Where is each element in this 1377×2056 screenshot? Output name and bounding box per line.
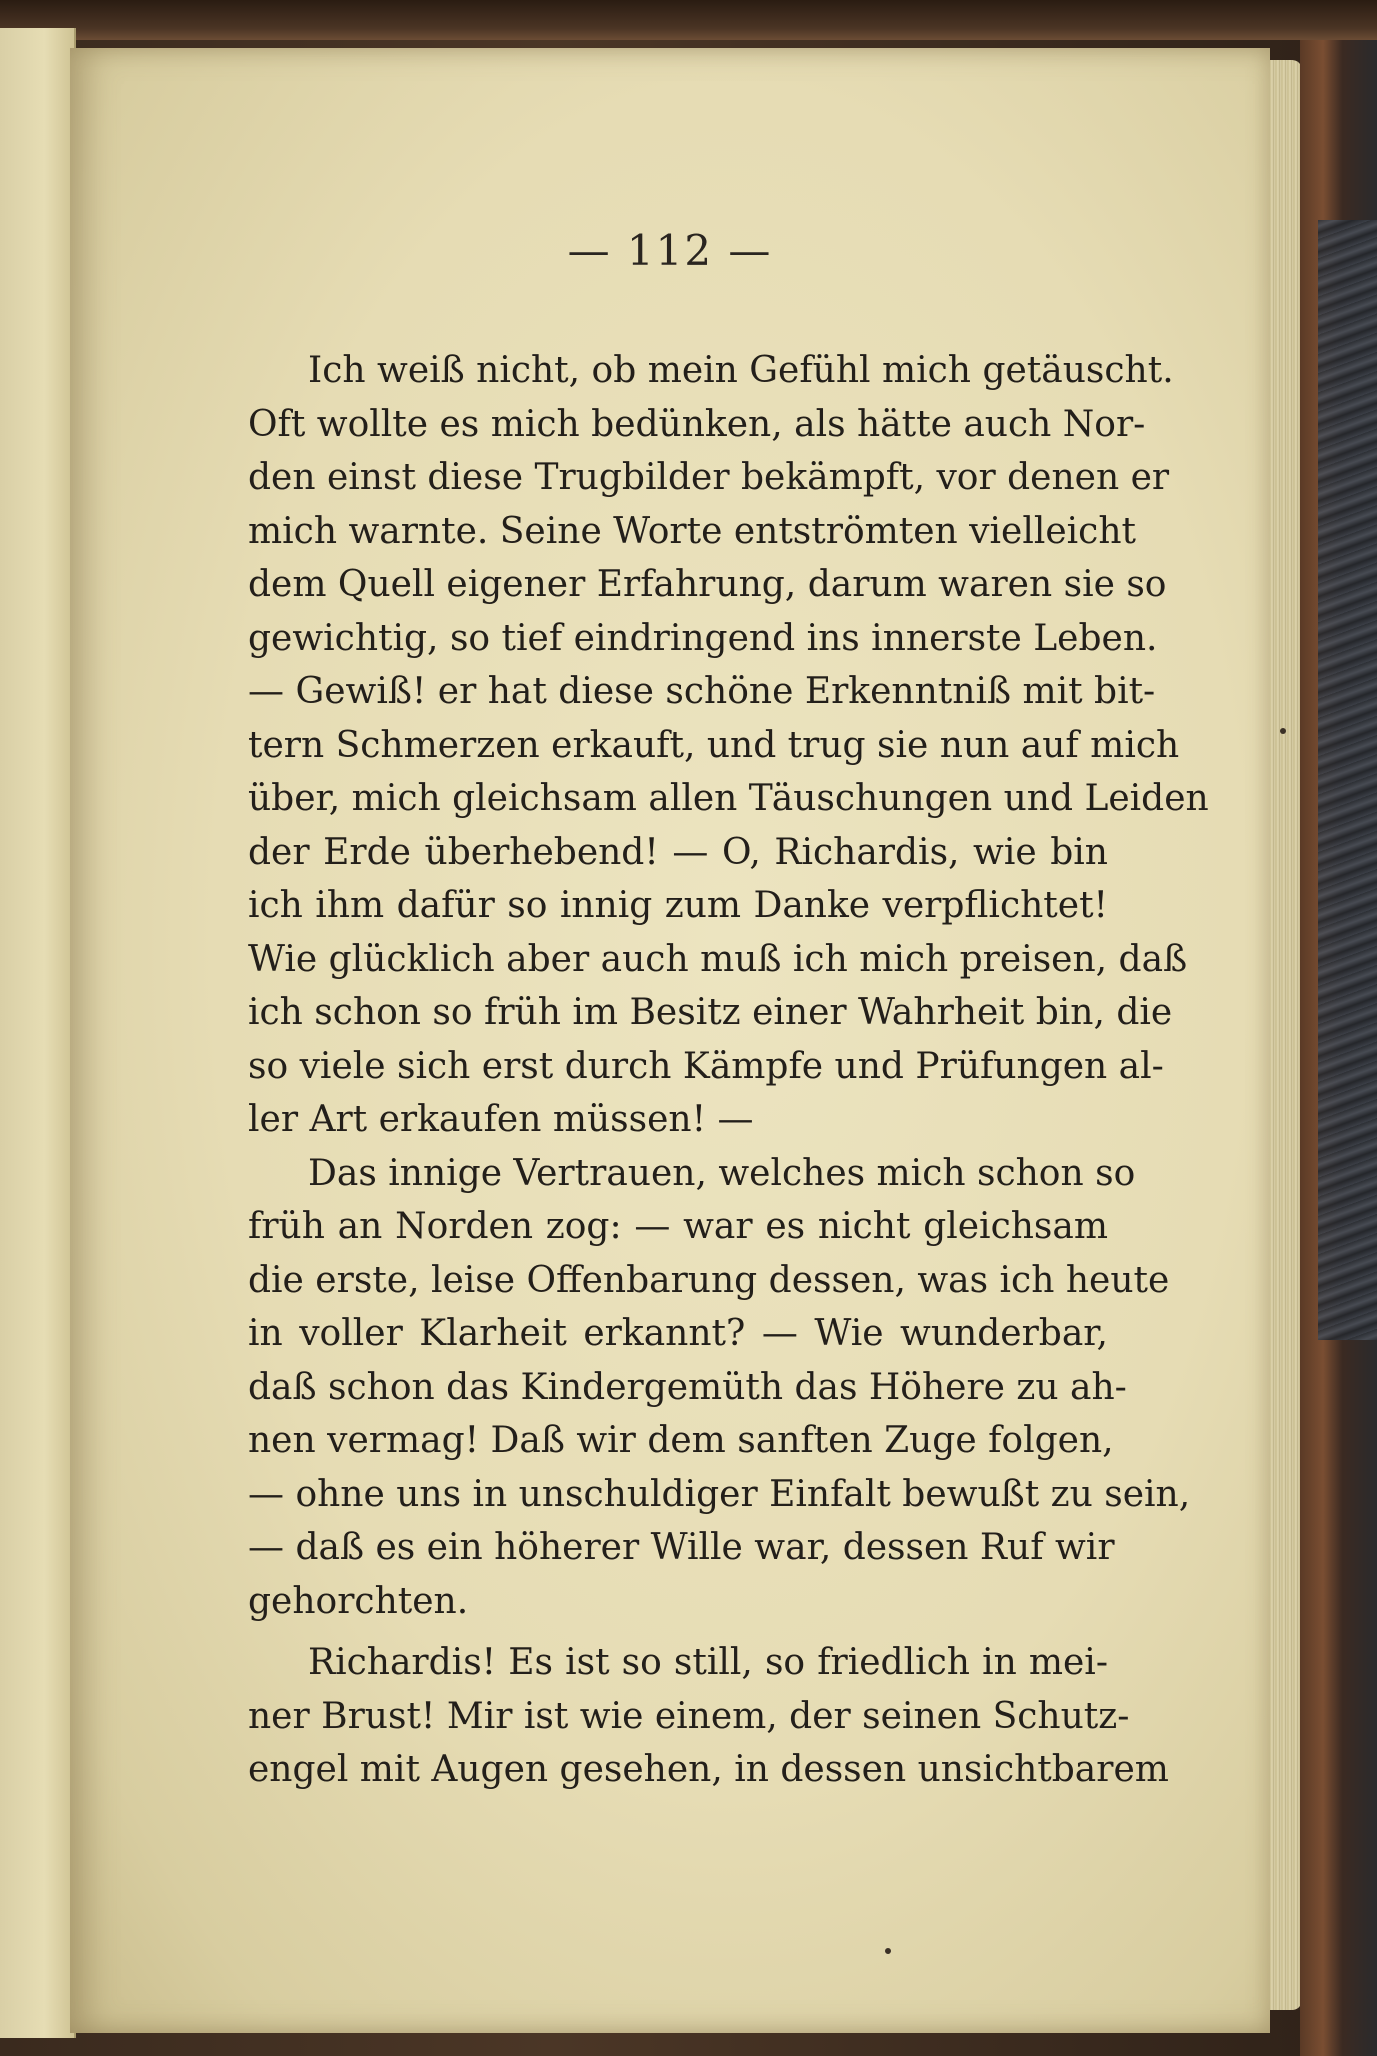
book-cover-right — [1300, 40, 1377, 2056]
text-line: den einst diese Trugbilder bekämpft, vor denen er — [248, 457, 1170, 498]
page-number: — 112 — — [567, 226, 773, 275]
paragraph — [248, 1636, 1169, 1797]
paragraph — [248, 1147, 1191, 1629]
marbled-cover — [1318, 220, 1377, 1340]
text-line: — Gewiß! er hat diese schöne Erkenntniß mit bit- — [248, 671, 1156, 712]
text-line: so viele sich erst durch Kämpfe und Prüfungen al- — [248, 1045, 1164, 1087]
text-line: gehorchten. — [248, 1580, 469, 1622]
text-line: gewichtig, so tief eindringend ins innerste Leben. — [248, 617, 1158, 659]
text-line: Ich weiß nicht, ob mein Gefühl mich getäuscht. — [308, 350, 1174, 391]
text-line: über, mich gleichsam allen Täuschungen und Leiden — [248, 778, 1209, 819]
text-line: die erste, leise Offenbarung dessen, was ich heute — [248, 1259, 1170, 1301]
text-line: daß schon das Kindergemüth das Höhere zu ah- — [248, 1366, 1127, 1408]
text-line: ler Art erkaufen müssen! — — [248, 1099, 754, 1140]
paper-speck — [1280, 728, 1286, 734]
text-line: tern Schmerzen erkauft, und trug sie nun auf mich — [248, 724, 1180, 766]
facing-page-edge — [0, 28, 76, 2038]
paper-speck — [885, 1948, 891, 1954]
text-line: engel mit Augen gesehen, in dessen unsichtbarem — [248, 1749, 1169, 1790]
book-cover-top — [0, 0, 1377, 40]
text-line: — daß es ein höherer Wille war, dessen Ruf wir — [248, 1527, 1115, 1568]
text-line: der Erde überhebend! — O, Richardis, wie bin — [248, 831, 1108, 873]
text-line: Das innige Vertrauen, welches mich schon so — [308, 1152, 1136, 1194]
text-line: in voller Klarheit erkannt? — Wie wunderbar, — [248, 1313, 1108, 1354]
text-line: nen vermag! Daß wir dem sanften Zuge folgen, — [248, 1420, 1114, 1461]
paragraph-gap — [248, 1628, 1108, 1636]
text-line: früh an Norden zog: — war es nicht gleichsam — [248, 1206, 1108, 1247]
text-line: Richardis! Es ist so still, so friedlich in mei- — [308, 1642, 1108, 1683]
page-text — [248, 344, 1209, 1797]
text-line: Wie glücklich aber auch muß ich mich preisen, daß — [248, 938, 1188, 980]
text-line: — ohne uns in unschuldiger Einfalt bewußt zu sein, — [248, 1473, 1191, 1515]
text-line: ner Brust! Mir ist wie einem, der seinen Schutz- — [248, 1695, 1130, 1737]
text-line: ich ihm dafür so innig zum Danke verpflichtet! — [248, 885, 1108, 926]
text-line: ich schon so früh im Besitz einer Wahrheit bin, die — [248, 992, 1173, 1033]
book-page — [70, 48, 1270, 2033]
paragraph — [248, 344, 1209, 1147]
text-line: dem Quell eigener Erfahrung, darum waren sie so — [248, 564, 1167, 605]
text-line: mich warnte. Seine Worte entströmten vielleicht — [248, 510, 1136, 552]
text-line: Oft wollte es mich bedünken, als hätte auch Nor- — [248, 403, 1146, 445]
